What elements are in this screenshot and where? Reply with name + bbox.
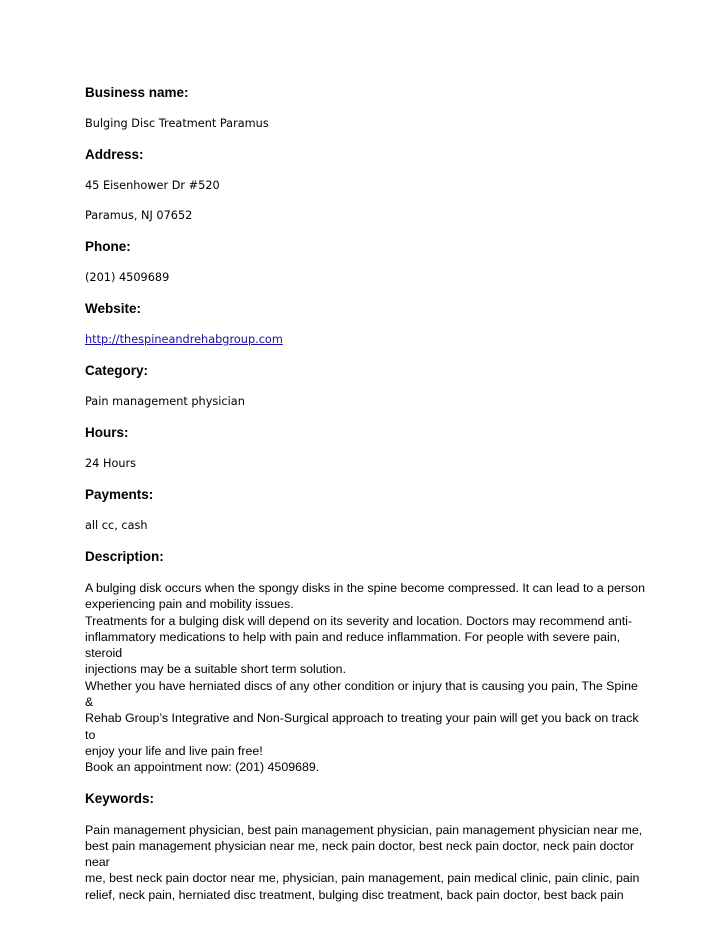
category-value: Pain management physician xyxy=(85,395,245,408)
description-line: injections may be a suitable short term solution. xyxy=(85,662,347,677)
hours-heading: Hours: xyxy=(85,425,129,440)
description-line: Book an appointment now: (201) 4509689. xyxy=(85,760,320,775)
phone-heading: Phone: xyxy=(85,239,131,254)
description-line: Treatments for a bulging disk will depend on its severity and location. Doctors may recommend anti- xyxy=(85,613,633,628)
keywords-line: Pain management physician, best pain management physician, pain management physician near me, xyxy=(85,822,643,837)
payments-heading: Payments: xyxy=(85,487,154,502)
business-name-value: Bulging Disc Treatment Paramus xyxy=(85,117,269,130)
category-heading: Category: xyxy=(85,363,149,378)
document-page xyxy=(85,84,645,903)
description-line: A bulging disk occurs when the spongy disks in the spine become compressed. It can lead to a person xyxy=(85,581,645,595)
description-line: Whether you have herniated discs of any other condition or injury that is causing you pain, The Spine & xyxy=(85,678,638,710)
keywords-line: me, best neck pain doctor near me, physician, pain management, pain medical clinic, pain clinic, pain xyxy=(85,871,640,886)
payments-value: all cc, cash xyxy=(85,519,148,532)
business-name-heading: Business name: xyxy=(85,85,189,100)
phone-value: (201) 4509689 xyxy=(85,271,170,284)
hours-value: 24 Hours xyxy=(85,457,137,470)
description-line: inflammatory medications to help with pain and reduce inflammation. For people with severe pain, steroid xyxy=(85,629,621,661)
keywords-body xyxy=(85,822,645,903)
description-line: experiencing pain and mobility issues. xyxy=(85,597,294,612)
description-body xyxy=(85,580,645,776)
keywords-line: relief, neck pain, herniated disc treatment, bulging disc treatment, back pain doctor, best back pain xyxy=(85,887,624,902)
keywords-line: best pain management physician near me, neck pain doctor, best neck pain doctor, neck pain doctor near xyxy=(85,838,634,870)
address-heading: Address: xyxy=(85,147,144,162)
website-link[interactable]: http://thespineandrehabgroup.com xyxy=(85,333,283,346)
description-heading: Description: xyxy=(85,549,164,564)
website-heading: Website: xyxy=(85,301,142,316)
description-line: Rehab Group’s Integrative and Non-Surgical approach to treating your pain will get you back on track to xyxy=(85,711,639,742)
description-line: enjoy your life and live pain free! xyxy=(85,743,263,758)
address-line-2: Paramus, NJ 07652 xyxy=(85,209,193,222)
keywords-heading: Keywords: xyxy=(85,790,155,806)
address-line-1: 45 Eisenhower Dr #520 xyxy=(85,179,220,192)
